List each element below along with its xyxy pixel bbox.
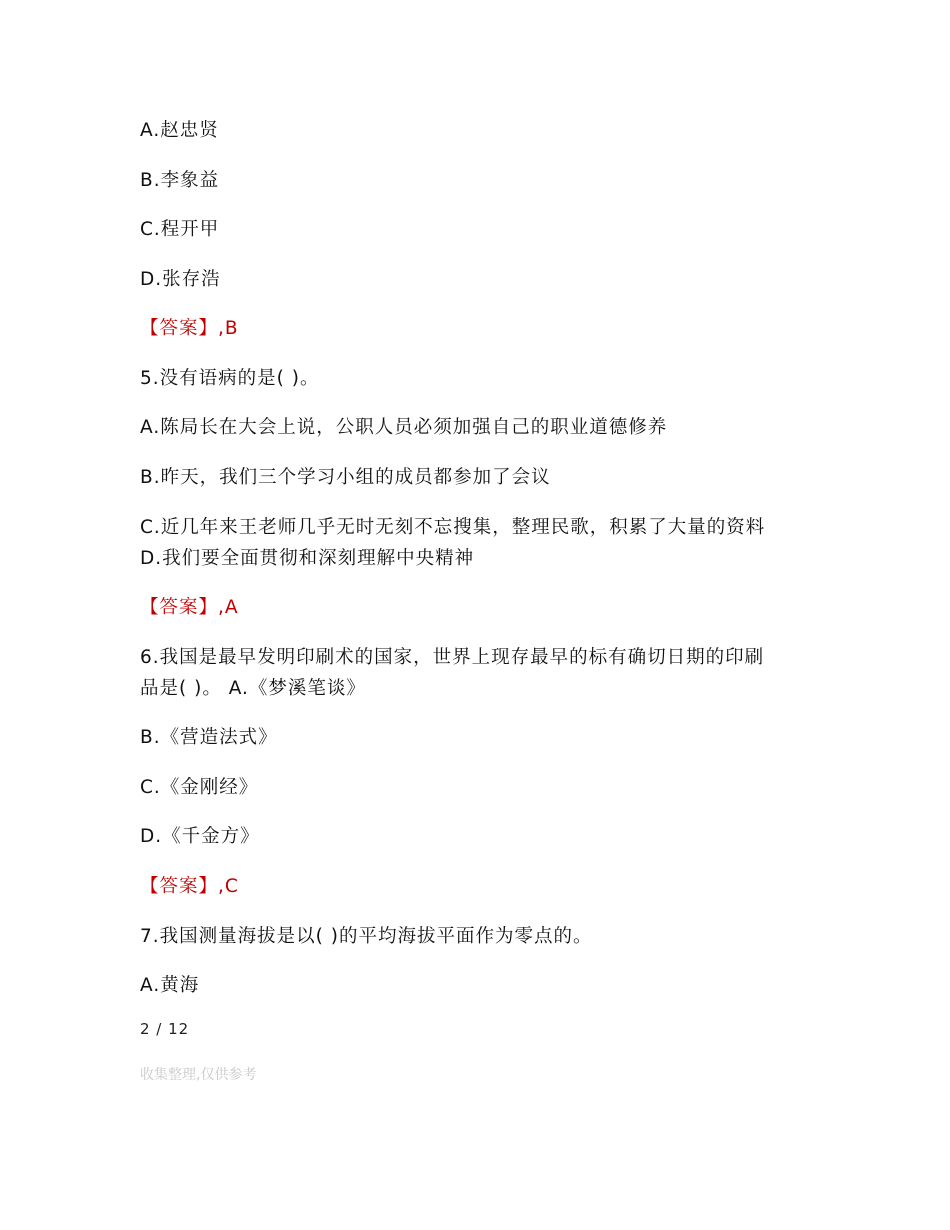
option-line: C.《金刚经》 (140, 777, 259, 798)
option-line: C.程开甲 (140, 219, 220, 240)
option-line: B.李象益 (140, 170, 220, 191)
option-line: D.我们要全面贯彻和深刻理解中央精神 (140, 548, 475, 569)
option-line: D.张存浩 (140, 269, 221, 290)
answer-line: 【答案】,A (140, 597, 239, 618)
option-line: B.《营造法式》 (140, 727, 278, 748)
question-line: 7.我国测量海拔是以( )的平均海拔平面作为零点的。 (140, 926, 593, 947)
answer-line: 【答案】,B (140, 318, 239, 339)
question-line: 品是( )。 A.《梦溪笔谈》 (140, 678, 366, 699)
option-line: B.昨天，我们三个学习小组的成员都参加了会议 (140, 467, 551, 488)
option-line: A.陈局长在大会上说，公职人员必须加强自己的职业道德修养 (140, 417, 668, 438)
option-line: A.赵忠贤 (140, 120, 219, 141)
option-line: D.《千金方》 (140, 826, 260, 847)
footer-note: 收集整理,仅供参考 (140, 1067, 257, 1083)
option-line: C.近几年来王老师几乎无时无刻不忘搜集，整理民歌，积累了大量的资料 (140, 517, 766, 538)
question-line: 5.没有语病的是( )。 (140, 368, 320, 389)
option-line: A.黄海 (140, 975, 200, 996)
question-line: 6.我国是最早发明印刷术的国家，世界上现存最早的标有确切日期的印刷 (140, 647, 765, 668)
answer-line: 【答案】,C (140, 876, 239, 897)
page-number: 2 / 12 (140, 1020, 190, 1038)
